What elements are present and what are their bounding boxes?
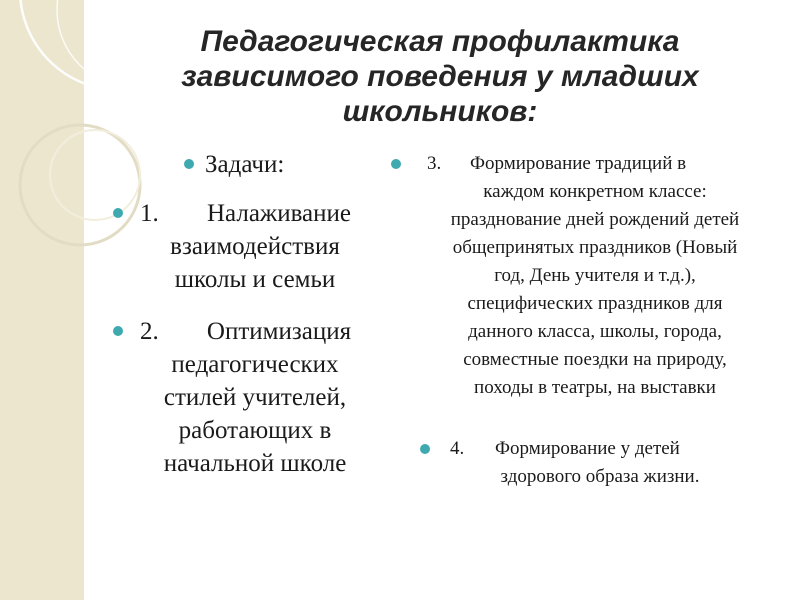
title-line: школьников: bbox=[342, 95, 538, 128]
item-text-line: общепринятых праздников (Новый bbox=[452, 237, 738, 258]
tasks-heading: Задачи: bbox=[205, 151, 285, 178]
item-text-line: походы в театры, на выставки bbox=[474, 377, 716, 398]
item-text-line: данного класса, школы, города, bbox=[468, 321, 722, 342]
bullet-icon bbox=[113, 326, 123, 336]
item-number: 2. bbox=[140, 318, 159, 345]
item-text-line: год, День учителя и т.д.), bbox=[494, 265, 696, 286]
item-text-line: Оптимизация bbox=[206, 318, 352, 345]
title-line: зависимого поведения у младших bbox=[181, 60, 699, 93]
item-text-line: взаимодействия bbox=[170, 233, 340, 260]
item-text-line: школы и семьи bbox=[174, 266, 336, 293]
item-text-line: Налаживание bbox=[206, 200, 352, 227]
bullet-icon bbox=[113, 208, 123, 218]
item-number: 4. bbox=[450, 438, 465, 459]
item-text-line: стилей учителей, bbox=[163, 384, 347, 411]
item-number: 3. bbox=[427, 153, 442, 174]
item-text-line: каждом конкретном классе: bbox=[483, 181, 707, 202]
item-text-line: педагогических bbox=[171, 351, 339, 378]
item-text-line: Формирование у детей bbox=[495, 438, 680, 459]
slide-title bbox=[90, 24, 790, 129]
item-number: 1. bbox=[140, 200, 159, 227]
bullet-icon bbox=[184, 159, 194, 169]
item-text-line: совместные поездки на природу, bbox=[463, 349, 727, 370]
bullet-icon bbox=[420, 444, 430, 454]
item-text-line: начальной школе bbox=[163, 450, 347, 477]
decorative-side-band bbox=[0, 0, 84, 600]
item-text-line: специфических праздников для bbox=[467, 293, 723, 314]
bullet-icon bbox=[391, 159, 401, 169]
item-text-line: работающих в bbox=[178, 417, 332, 444]
item-text-line: празднование дней рождений детей bbox=[450, 209, 740, 230]
title-line: Педагогическая профилактика bbox=[200, 25, 680, 58]
item-text-line: Формирование традиций в bbox=[470, 153, 687, 174]
item-text-line: здорового образа жизни. bbox=[500, 466, 700, 487]
